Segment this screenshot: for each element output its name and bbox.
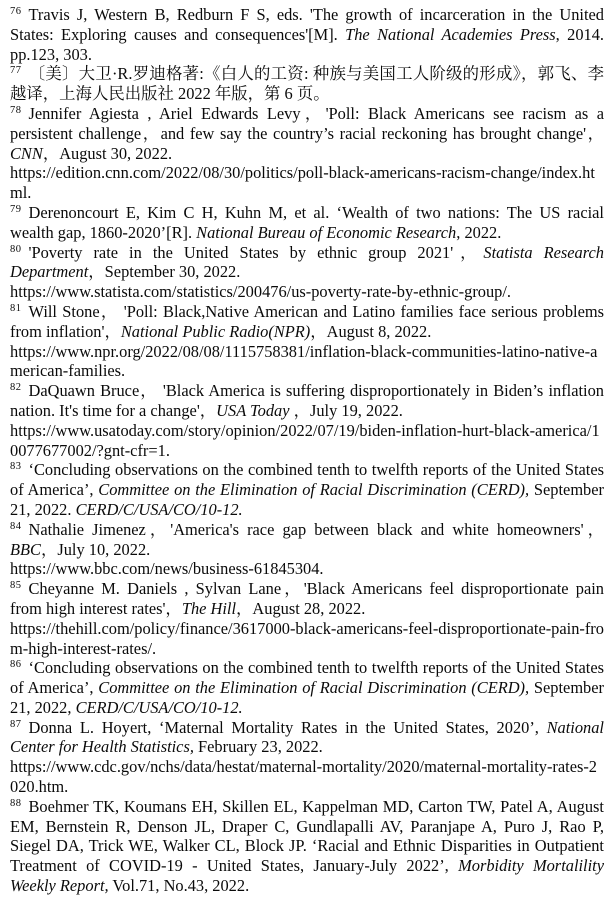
citation-text: ，August 30, 2022.: [42, 143, 173, 163]
footnote-number: 83: [10, 461, 22, 473]
footnote-number: 78: [10, 104, 22, 116]
citation-text: Boehmer TK, Koumans EH, Skillen EL, Kappelman MD, Carton TW, Patel A, August EM, Bernstein R, Denson JL, Draper C, Gundlapalli AV, Paranjape A, Puro J, Rao P, Siegel DA, Trick WE, Walker CL, Block JP. ‘Racial and Ethnic Disparities in Outpatient Treatment of COVID-19 - United States, January-July 2022’,: [10, 796, 604, 876]
citation-url: https://edition.cnn.com/2022/08/30/politics/poll-black-americans-racism-change/index.html.: [10, 163, 595, 203]
footnote-number: 77: [10, 65, 22, 77]
citation-text: Cheyanne M. Daniels , Sylvan Lane，'Black Americans feel disproportionate pain from high interest rates'，: [10, 579, 604, 618]
footnote-84: [10, 520, 604, 579]
footnote-number: 82: [10, 382, 22, 394]
footnote-87: [10, 718, 604, 797]
footnote-number: 87: [10, 718, 22, 730]
citation-text: ，July 19, 2022.: [289, 400, 403, 420]
citation-text: February 23, 2022.: [193, 737, 323, 757]
footnote-78: [10, 104, 604, 203]
citation-url: https://www.cdc.gov/nchs/data/hestat/maternal-mortality/2020/maternal-mortality-rates-2020.htm.: [10, 757, 598, 797]
footnote-86: [10, 658, 604, 717]
footnote-81: [10, 302, 604, 381]
citation-url: https://www.usatoday.com/story/opinion/2022/07/19/biden-inflation-hurt-black-america/10077677002/?gnt-cfr=1.: [10, 420, 600, 460]
citation-text: Jennifer Agiesta , Ariel Edwards Levy，'Poll: Black Americans see racism as a persistent challenge，and few say the country’s racial reckoning has brought change'，: [10, 103, 604, 143]
work-title: CNN: [10, 143, 43, 163]
citation-text: Derenoncourt E, Kim C H, Kuhn M, et al. ‘Wealth of two nations: The US racial wealth gap, 1860-2020’[R].: [10, 202, 604, 242]
work-title: Statista Research Department: [10, 242, 604, 282]
citation-url: https://thehill.com/policy/finance/3617000-black-americans-feel-disproportionate-pain-from-high-interest-rates/.: [10, 618, 604, 658]
footnote-76: [10, 5, 604, 64]
work-title: CERD/C/USA/CO/10-12.: [75, 697, 243, 717]
citation-text: ‘Concluding observations on the combined tenth to twelfth reports of the United States of America’,: [10, 658, 604, 698]
citation-text: DaQuawn Bruce， 'Black America is suffering disproportionately in Biden’s inflation nation. It's time for a change'，: [10, 381, 604, 420]
citation-text: , 2022.: [456, 222, 502, 242]
work-title: National Public Radio(NPR): [120, 321, 311, 341]
footnote-83: [10, 460, 604, 519]
footnote-79: [10, 203, 604, 243]
footnote-number: 84: [10, 520, 22, 532]
footnote-number: 85: [10, 580, 22, 592]
work-title: Committee on the Elimination of Racial Discrimination (CERD),: [98, 678, 530, 698]
footnotes-list: [10, 5, 604, 896]
work-title: USA Today: [216, 400, 290, 420]
citation-text: Travis J, Western B, Redburn F S, eds. 'The growth of incarceration in the United States: Exploring causes and consequences'[M].: [10, 5, 604, 44]
citation-text: September 21, 2022.: [10, 480, 604, 519]
footnote-88: [10, 797, 604, 896]
footnote-number: 80: [10, 243, 22, 255]
citation-text: Vol.71, No.43, 2022.: [108, 876, 250, 896]
citation-text: 〔美〕大卫·R.罗迪格著:《白人的工资: 种族与美国工人阶级的形成》，郭飞、李越译，上海人民出版社 2022 年版，第 6 页。: [10, 64, 604, 104]
citation-text: , 2014. pp.123, 303.: [10, 24, 605, 64]
work-title: The Hill: [181, 598, 237, 618]
work-title: CERD/C/USA/CO/10-12.: [75, 499, 243, 519]
footnote-number: 86: [10, 659, 22, 671]
footnote-number: 81: [10, 302, 22, 314]
work-title: BBC: [10, 539, 41, 559]
citation-text: Will Stone， 'Poll: Black,Native American and Latino families face serious problems from inflation'，: [10, 301, 604, 341]
footnote-80: [10, 243, 604, 302]
footnote-number: 79: [10, 203, 22, 215]
work-title: National Bureau of Economic Research: [196, 222, 457, 242]
citation-url: https://www.bbc.com/news/business-61845304.: [10, 559, 324, 579]
work-title: National Center for Health Statistics,: [10, 717, 604, 757]
citation-text: ，July 10, 2022.: [40, 539, 151, 559]
footnote-82: [10, 381, 604, 460]
citation-text: ，August 28, 2022.: [236, 598, 366, 618]
citation-text: ，September 30, 2022.: [88, 262, 241, 282]
citation-text: ‘Concluding observations on the combined tenth to twelfth reports of the United States of America’,: [10, 460, 604, 500]
footnote-77: [10, 64, 604, 104]
work-title: Morbidity Mortalility Weekly Report,: [10, 856, 604, 896]
citation-url: https://www.npr.org/2022/08/08/1115758381/inflation-black-communities-latino-native-american-families.: [10, 341, 598, 381]
citation-text: Nathalie Jimenez，'America's race gap between black and white homeowners'，: [28, 519, 604, 539]
work-title: The National Academies Press: [345, 24, 556, 44]
citation-url: https://www.statista.com/statistics/200476/us-poverty-rate-by-ethnic-group/.: [10, 282, 512, 302]
footnote-number: 76: [10, 6, 22, 17]
citation-text: ，August 8, 2022.: [310, 321, 432, 341]
citation-text: September 21, 2022,: [10, 678, 604, 717]
footnote-number: 88: [10, 797, 22, 809]
citation-text: 'Poverty rate in the United States by ethnic group 2021'，: [28, 242, 484, 262]
work-title: Committee on the Elimination of Racial Discrimination (CERD),: [98, 480, 530, 500]
citation-text: Donna L. Hoyert, ‘Maternal Mortality Rates in the United States, 2020’,: [28, 717, 547, 737]
footnote-85: [10, 579, 604, 658]
